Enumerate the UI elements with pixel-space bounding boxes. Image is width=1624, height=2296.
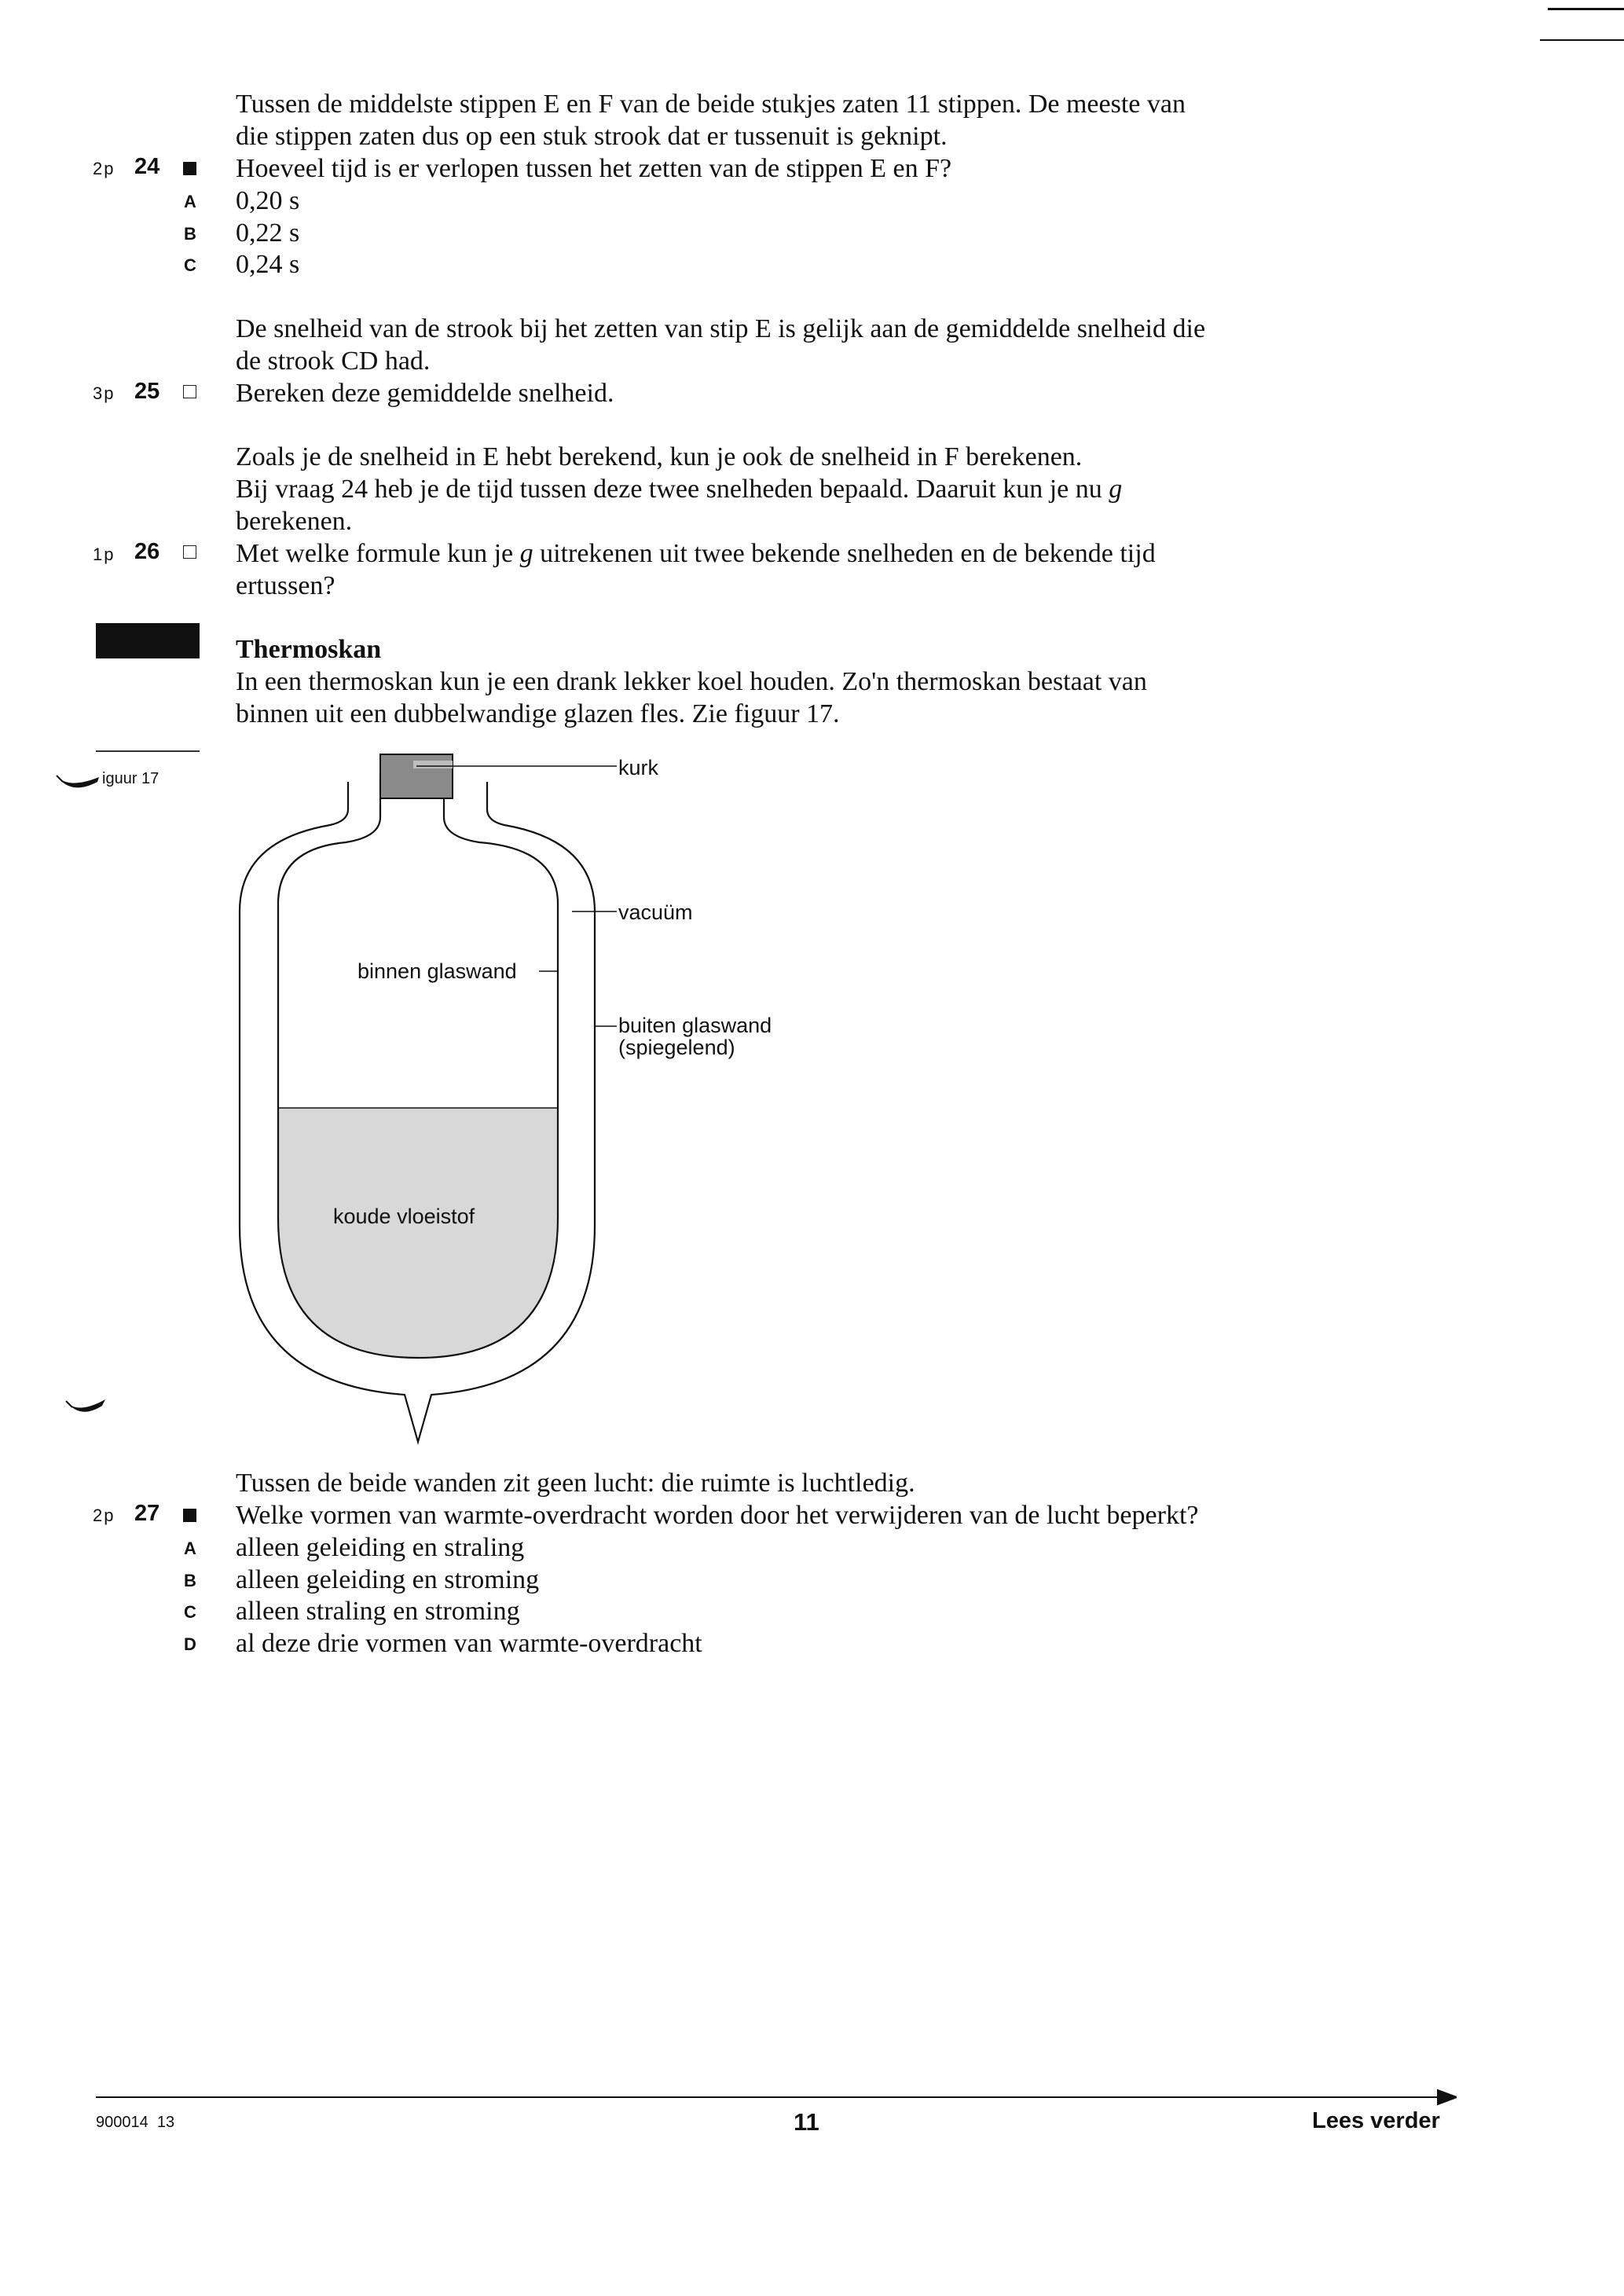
q24-option-letter: C: [184, 255, 196, 275]
footer-code: 900014 13: [96, 2114, 175, 2131]
q24-number: 24: [134, 154, 160, 179]
q27-question: Welke vormen van warmte-overdracht worden door het verwijderen van de lucht beperkt?: [236, 1501, 1199, 1530]
p26-line-3: berekenen.: [236, 507, 353, 536]
p25-line-1: De snelheid van de strook bij het zetten van stip E is gelijk aan de gemiddelde snelheid die: [236, 314, 1206, 343]
q24-points: 2p: [93, 159, 115, 178]
intro-line-2: die stippen zaten dus op een stuk strook dat er tussenuit is geknipt.: [236, 122, 948, 151]
cork-highlight: [413, 761, 453, 768]
q25-number: 25: [134, 379, 160, 404]
p25-line-2: de strook CD had.: [236, 347, 431, 376]
q27-option-text: alleen straling en stroming: [236, 1597, 520, 1626]
q27-option-text: alleen geleiding en straling: [236, 1533, 525, 1562]
q27-option-letter: C: [184, 1602, 196, 1622]
q24-option-text: 0,20 s: [236, 186, 300, 215]
section-title: Thermoskan: [236, 635, 382, 664]
cold-liquid: [267, 1108, 574, 1367]
intro-line-1: Tussen de middelste stippen E en F van de beide stukjes zaten 11 stippen. De meeste van: [236, 90, 1186, 119]
label-outer-wall-note: (spiegelend): [618, 1036, 735, 1059]
q25-points: 3p: [93, 383, 115, 403]
q24-option-text: 0,22 s: [236, 218, 300, 248]
label-cork: kurk: [618, 756, 659, 779]
q27-option-letter: A: [184, 1539, 196, 1558]
section-line-2: binnen uit een dubbelwandige glazen fles. Zie figuur 17.: [236, 699, 840, 728]
p26-line-1: Zoals je de snelheid in E hebt berekend, kun je ook de snelheid in F berekenen.: [236, 442, 1083, 471]
label-inner-wall: binnen glaswand: [357, 959, 517, 983]
q26-question-cont: ertussen?: [236, 571, 335, 600]
q27-option-text: alleen geleiding en stroming: [236, 1565, 540, 1594]
p26-line-2: Bij vraag 24 heb je de tijd tussen deze twee snelheden bepaald. Daaruit kun je nu g: [236, 475, 1123, 504]
multiple-choice-marker: [183, 1509, 196, 1522]
q26-question: Met welke formule kun je g uitrekenen uit twee bekende snelheden en de bekende tijd: [236, 539, 1156, 568]
arrow-right-icon: [1414, 2087, 1457, 2107]
q24-question: Hoeveel tijd is er verlopen tussen het zetten van de stippen E en F?: [236, 154, 952, 183]
p27-line-1: Tussen de beide wanden zit geen lucht: die ruimte is luchtledig.: [236, 1469, 915, 1498]
read-on-label: Lees verder: [1312, 2108, 1440, 2133]
q24-option-letter: A: [184, 192, 196, 211]
q27-option-text: al deze drie vormen van warmte-overdracht: [236, 1629, 702, 1658]
q25-question: Bereken deze gemiddelde snelheid.: [236, 379, 614, 408]
label-vacuum: vacuüm: [618, 900, 693, 924]
page-number: 11: [794, 2108, 819, 2136]
figure-caption: iguur 17: [102, 770, 159, 787]
q24-option-text: 0,24 s: [236, 250, 300, 279]
q27-number: 27: [134, 1501, 160, 1526]
label-outer-wall: buiten glaswand: [618, 1014, 772, 1037]
q27-points: 2p: [93, 1506, 115, 1525]
section-line-1: In een thermoskan kun je een drank lekker koel houden. Zo'n thermoskan bestaat van: [236, 667, 1147, 696]
footer-rule: [96, 2096, 1446, 2098]
q27-option-letter: B: [184, 1571, 196, 1590]
q24-option-letter: B: [184, 224, 196, 244]
q26-number: 26: [134, 539, 160, 564]
q27-option-letter: D: [184, 1634, 196, 1654]
label-liquid: koude vloeistof: [333, 1205, 475, 1228]
q26-points: 1p: [93, 545, 115, 564]
